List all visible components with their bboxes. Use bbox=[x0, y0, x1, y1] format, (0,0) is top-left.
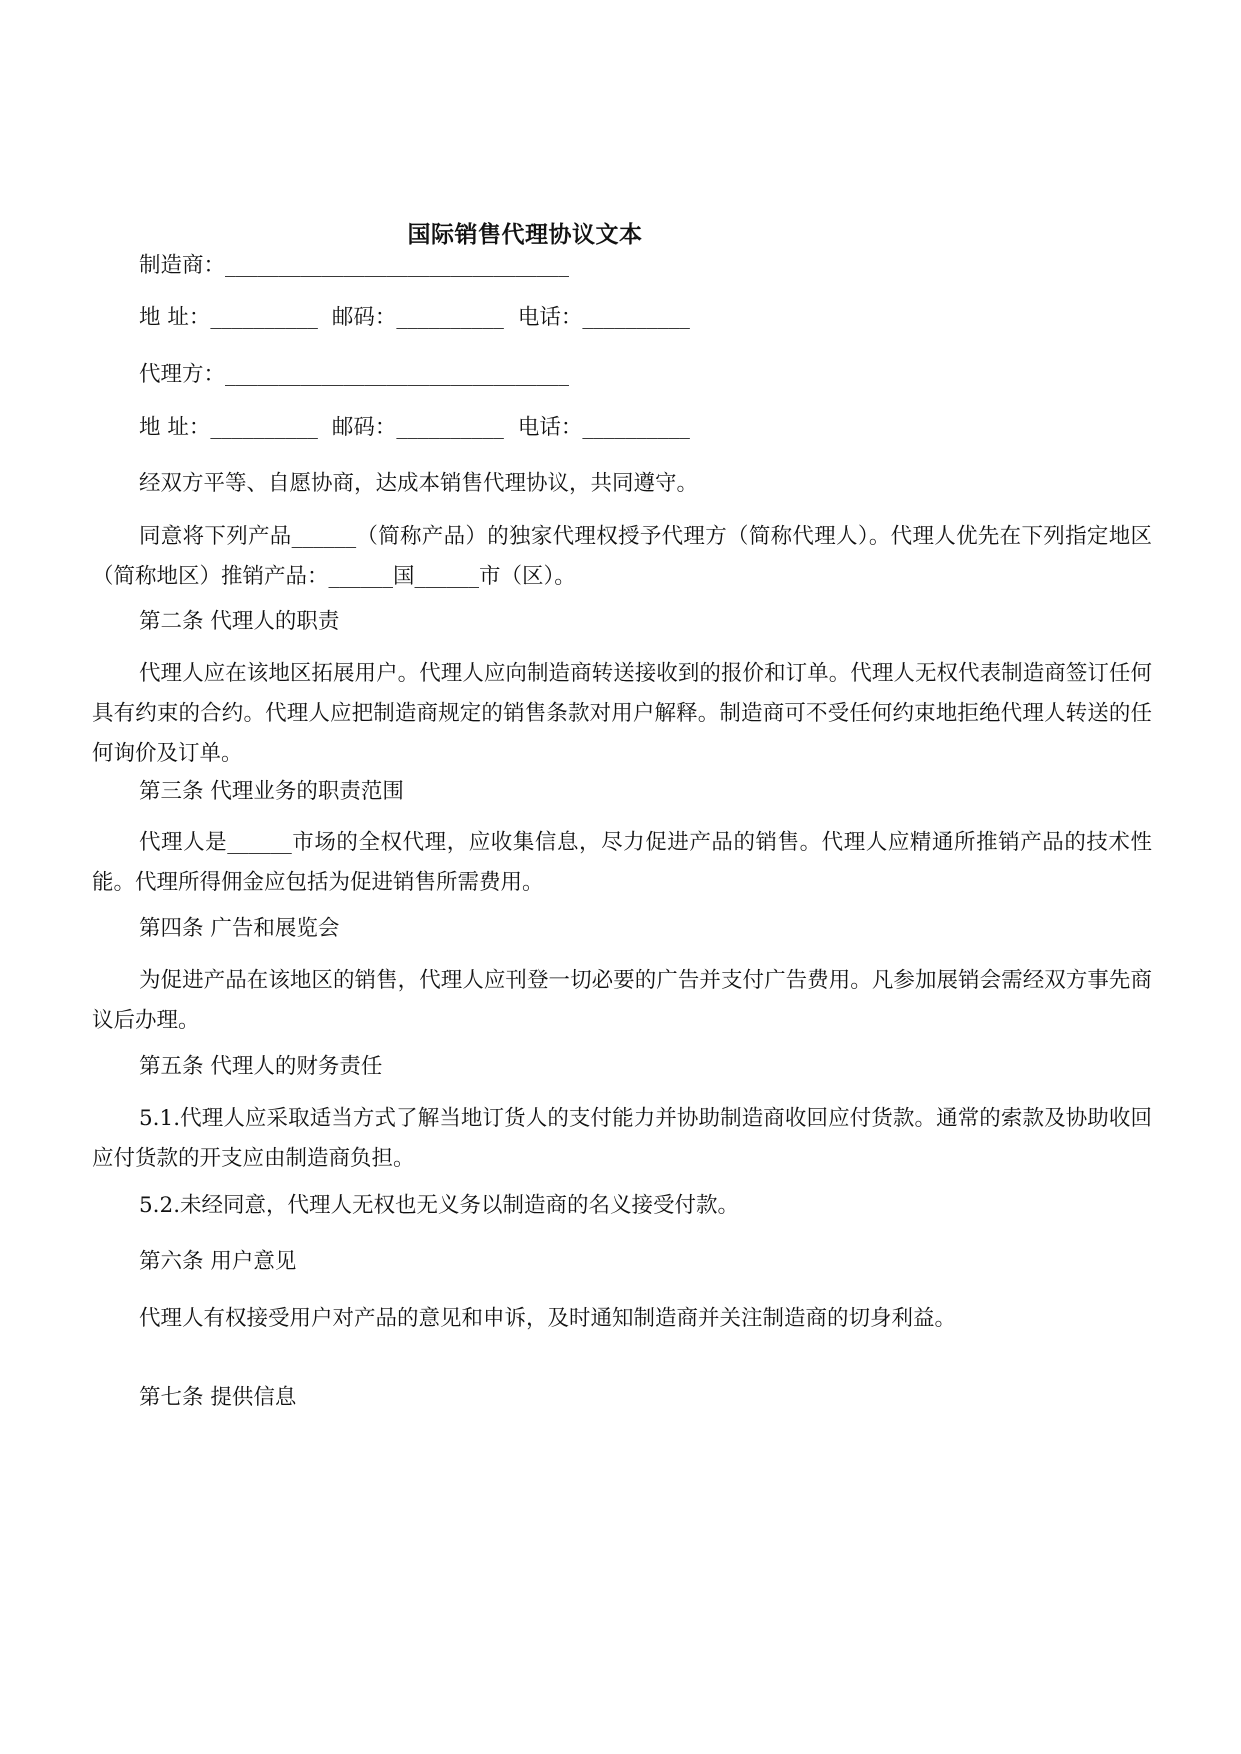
clause7-heading: 第七条 提供信息 bbox=[139, 1385, 297, 1410]
agent-phone-field: 电话：__________ bbox=[517, 415, 690, 440]
manufacturer-address-field: 地 址：__________ bbox=[139, 305, 318, 330]
clause4-heading: 第四条 广告和展览会 bbox=[139, 916, 340, 941]
clause2-body: 代理人应在该地区拓展用户。代理人应向制造商转送接收到的报价和订单。代理人无权代表制造商签订任何具有约束的合约。代理人应把制造商规定的销售条款对用户解释。制造商可不受任何约束地拒绝代理人转送的任何询价及订单。 bbox=[92, 661, 1152, 766]
clause5-2-body: 5.2.未经同意，代理人无权也无义务以制造商的名义接受付款。 bbox=[139, 1193, 740, 1218]
manufacturer-contact-row bbox=[139, 303, 690, 333]
clause6-heading: 第六条 用户意见 bbox=[139, 1249, 297, 1274]
manufacturer-line: 制造商：________________________________ bbox=[139, 253, 570, 278]
agent-postcode-field: 邮码：__________ bbox=[331, 415, 504, 440]
clause1-body: 同意将下列产品______（简称产品）的独家代理权授予代理方（简称代理人）。代理人优先在下列指定地区（简称地区）推销产品：______国______市（区）。 bbox=[92, 524, 1152, 589]
clause5-1-body: 5.1.代理人应采取适当方式了解当地订货人的支付能力并协助制造商收回应付货款。通常的索款及协助收回应付货款的开支应由制造商负担。 bbox=[92, 1106, 1152, 1171]
clause6-body: 代理人有权接受用户对产品的意见和申诉，及时通知制造商并关注制造商的切身利益。 bbox=[139, 1306, 957, 1331]
agent-contact-row bbox=[139, 413, 690, 443]
clause5-heading: 第五条 代理人的财务责任 bbox=[139, 1054, 383, 1079]
document-title: 国际销售代理协议文本 bbox=[407, 222, 643, 248]
manufacturer-phone-field: 电话：__________ bbox=[517, 305, 690, 330]
agent-address-field: 地 址：__________ bbox=[139, 415, 318, 440]
intro-paragraph: 经双方平等、自愿协商，达成本销售代理协议，共同遵守。 bbox=[139, 471, 699, 496]
clause3-heading: 第三条 代理业务的职责范围 bbox=[139, 779, 404, 804]
clause2-heading: 第二条 代理人的职责 bbox=[139, 609, 340, 634]
clause3-body: 代理人是______市场的全权代理，应收集信息，尽力促进产品的销售。代理人应精通所推销产品的技术性能。代理所得佣金应包括为促进销售所需费用。 bbox=[92, 830, 1152, 895]
agent-line: 代理方：________________________________ bbox=[139, 362, 570, 387]
clause4-body: 为促进产品在该地区的销售，代理人应刊登一切必要的广告并支付广告费用。凡参加展销会需经双方事先商议后办理。 bbox=[92, 968, 1152, 1033]
manufacturer-postcode-field: 邮码：__________ bbox=[331, 305, 504, 330]
